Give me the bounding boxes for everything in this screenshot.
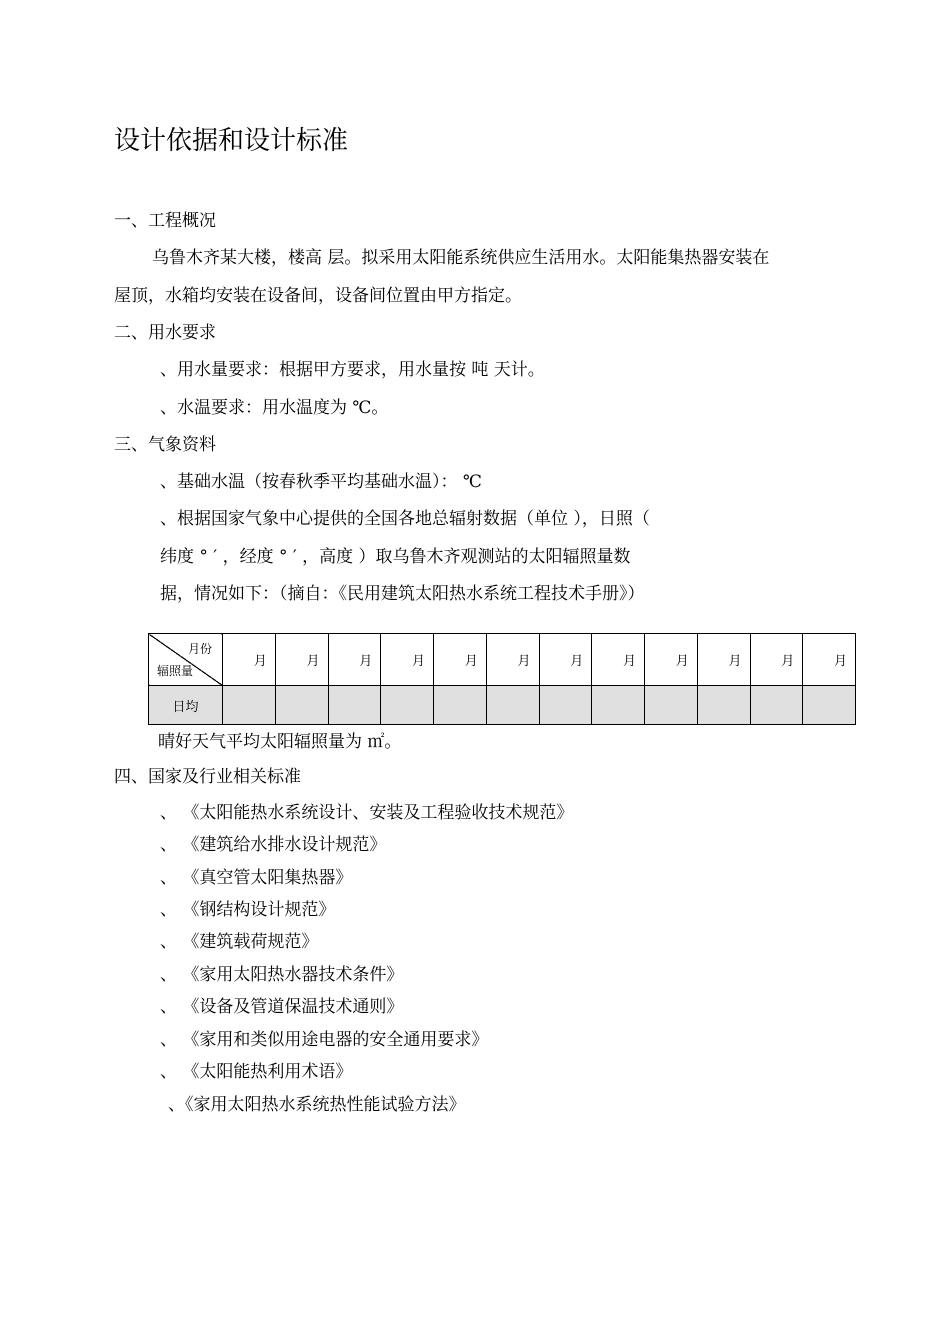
section-4-heading: 四、国家及行业相关标准 — [114, 767, 301, 787]
daily-average-label: 日均 — [149, 686, 223, 725]
daily-average-row — [149, 686, 856, 725]
month-header: 月 — [750, 634, 803, 686]
daily-average-value — [592, 686, 645, 725]
standard-item: 、 《设备及管道保温技术通则》 — [160, 997, 404, 1017]
daily-average-value — [328, 686, 381, 725]
daily-average-value — [697, 686, 750, 725]
daily-average-value — [750, 686, 803, 725]
standard-item: 、 《家用太阳热水器技术条件》 — [160, 965, 404, 985]
section-1-text-line-1: 乌鲁木齐某大楼，楼高 层。拟采用太阳能系统供应生活用水。太阳能集热器安装在 — [152, 248, 770, 268]
water-temperature-requirement: 、水温要求：用水温度为 ℃。 — [160, 398, 389, 418]
radiation-table-header-row — [149, 634, 856, 686]
section-3-heading: 三、气象资料 — [114, 435, 216, 455]
standard-item: 、 《建筑载荷规范》 — [160, 932, 319, 952]
radiation-data-line-3: 据，情况如下：（摘自：《民用建筑太阳热水系统工程技术手册》） — [160, 584, 645, 604]
section-2-heading: 二、用水要求 — [114, 323, 216, 343]
month-header: 月 — [434, 634, 487, 686]
standard-item: 、 《真空管太阳集热器》 — [160, 868, 353, 888]
month-header: 月 — [803, 634, 856, 686]
standard-item: 、 《钢结构设计规范》 — [160, 900, 336, 920]
month-header: 月 — [223, 634, 276, 686]
radiation-table — [148, 633, 856, 725]
month-header: 月 — [539, 634, 592, 686]
daily-average-value — [381, 686, 434, 725]
daily-average-value — [223, 686, 276, 725]
daily-average-value — [275, 686, 328, 725]
radiation-data-line-2: 纬度 ° ′ ，经度 ° ′ ，高度 ）取乌鲁木齐观测站的太阳辐照量数 — [160, 547, 631, 567]
month-header: 月 — [486, 634, 539, 686]
water-volume-requirement: 、用水量要求：根据甲方要求，用水量按 吨 天计。 — [160, 360, 545, 380]
month-header: 月 — [645, 634, 698, 686]
standard-item: 、 《家用和类似用途电器的安全通用要求》 — [160, 1030, 489, 1050]
daily-average-value — [803, 686, 856, 725]
month-header: 月 — [381, 634, 434, 686]
month-header: 月 — [697, 634, 750, 686]
table-corner-cell — [149, 634, 223, 686]
standard-item: 、《家用太阳热水系统热性能试验方法》 — [168, 1095, 466, 1115]
month-header: 月 — [275, 634, 328, 686]
section-1-heading: 一、工程概况 — [114, 211, 216, 231]
daily-average-value — [486, 686, 539, 725]
base-water-temperature: 、基础水温（按春秋季平均基础水温）： ℃ — [160, 472, 482, 492]
radiation-data-line-1: 、根据国家气象中心提供的全国各地总辐射数据（单位 ），日照（ — [160, 509, 650, 529]
daily-average-value — [539, 686, 592, 725]
corner-month-label: 月份 — [187, 642, 212, 656]
month-header: 月 — [592, 634, 645, 686]
daily-average-value — [434, 686, 487, 725]
standard-item: 、 《建筑给水排水设计规范》 — [160, 835, 387, 855]
standard-item: 、 《太阳能热水系统设计、安装及工程验收技术规范》 — [160, 803, 574, 823]
corner-radiation-label: 辐照量 — [157, 664, 194, 678]
page-title: 设计依据和设计标准 — [114, 126, 349, 156]
average-radiation-text: 晴好天气平均太阳辐照量为 ㎡。 — [158, 732, 402, 752]
section-1-text-line-2: 屋顶，水箱均安装在设备间，设备间位置由甲方指定。 — [114, 286, 522, 306]
month-header: 月 — [328, 634, 381, 686]
daily-average-value — [645, 686, 698, 725]
standard-item: 、 《太阳能热利用术语》 — [160, 1062, 353, 1082]
